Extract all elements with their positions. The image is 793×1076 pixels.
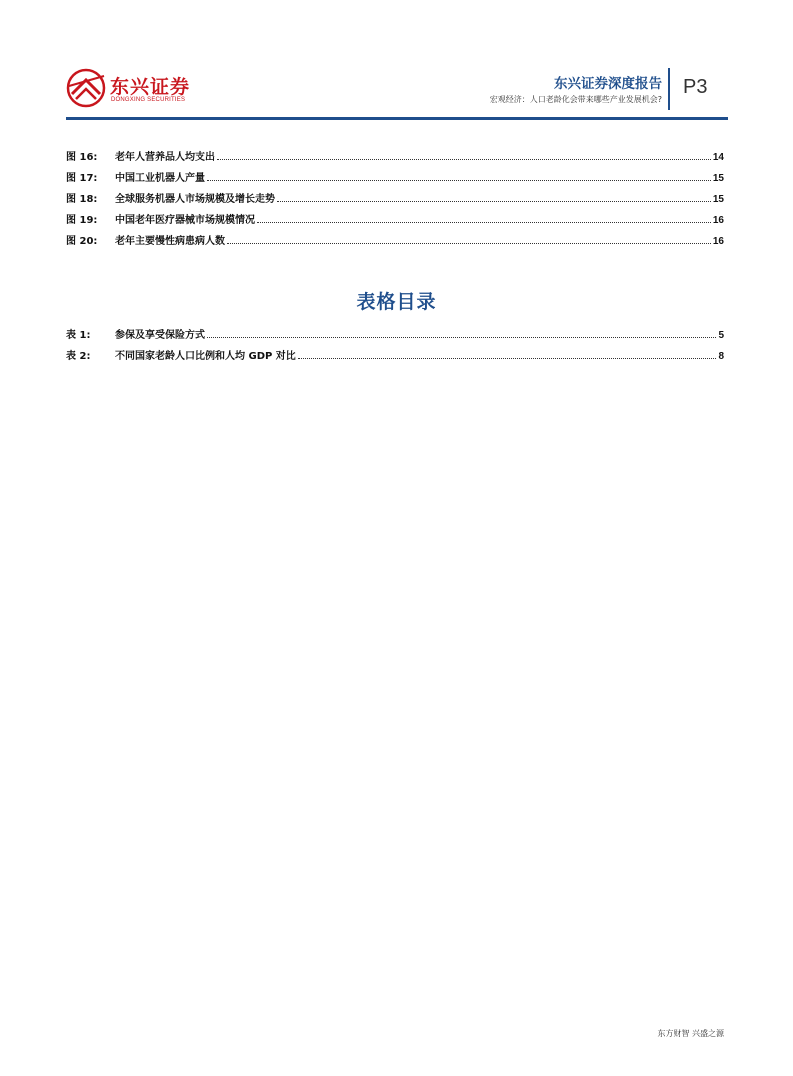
toc-entry-number: 图 20: xyxy=(66,236,98,247)
dongxing-logo-icon xyxy=(66,68,108,108)
toc-entry-title: 参保及享受保险方式 xyxy=(115,330,205,341)
toc-entry[interactable] xyxy=(66,163,724,184)
toc-entry-title: 中国老年医疗器械市场规模情况 xyxy=(115,215,255,226)
toc-entry-page: 5 xyxy=(718,330,724,341)
toc-entry-page: 15 xyxy=(712,173,724,184)
toc-entry-title: 老年主要慢性病患病人数 xyxy=(115,236,225,247)
toc-dot-leader xyxy=(207,180,711,181)
logo-cn-text: 东兴证券 xyxy=(110,76,191,98)
footer-slogan: 东方财智 兴盛之源 xyxy=(657,1029,724,1038)
header-rule xyxy=(66,117,728,120)
toc-dot-leader xyxy=(217,159,711,160)
toc-entry[interactable] xyxy=(66,341,724,362)
report-title: 东兴证券深度报告 xyxy=(554,76,662,92)
toc-entry-number: 图 16: xyxy=(66,152,98,163)
toc-entry-number: 图 19: xyxy=(66,215,98,226)
table-toc xyxy=(66,320,724,362)
toc-entry-page: 8 xyxy=(718,351,724,362)
toc-dot-leader xyxy=(257,222,711,223)
toc-entry[interactable] xyxy=(66,205,724,226)
toc-entry[interactable] xyxy=(66,226,724,247)
toc-entry[interactable] xyxy=(66,184,724,205)
toc-entry-page: 15 xyxy=(712,194,724,205)
toc-entry[interactable] xyxy=(66,142,724,163)
toc-dot-leader xyxy=(227,243,711,244)
toc-entry-number: 图 18: xyxy=(66,194,98,205)
toc-dot-leader xyxy=(277,201,711,202)
report-subtitle: 宏观经济：人口老龄化会带来哪些产业发展机会? xyxy=(489,95,662,104)
toc-entry-page: 14 xyxy=(712,152,724,163)
toc-entry-title: 不同国家老龄人口比例和人均 GDP 对比 xyxy=(115,351,296,362)
toc-entry-page: 16 xyxy=(712,236,724,247)
table-toc-heading: 表格目录 xyxy=(356,291,437,313)
page-number: P3 xyxy=(683,76,708,98)
toc-entry-number: 图 17: xyxy=(66,173,98,184)
figure-toc xyxy=(66,142,724,247)
header-divider xyxy=(668,68,670,110)
toc-entry-title: 中国工业机器人产量 xyxy=(115,173,205,184)
toc-entry-number: 表 2: xyxy=(66,351,91,362)
toc-entry-title: 老年人营养品人均支出 xyxy=(115,152,215,163)
logo-en-text: DONGXING SECURITIES xyxy=(111,97,186,103)
toc-entry[interactable] xyxy=(66,320,724,341)
toc-entry-title: 全球服务机器人市场规模及增长走势 xyxy=(115,194,275,205)
toc-entry-page: 16 xyxy=(712,215,724,226)
toc-entry-number: 表 1: xyxy=(66,330,91,341)
toc-dot-leader xyxy=(298,358,717,359)
toc-dot-leader xyxy=(207,337,716,338)
company-logo xyxy=(66,68,216,110)
